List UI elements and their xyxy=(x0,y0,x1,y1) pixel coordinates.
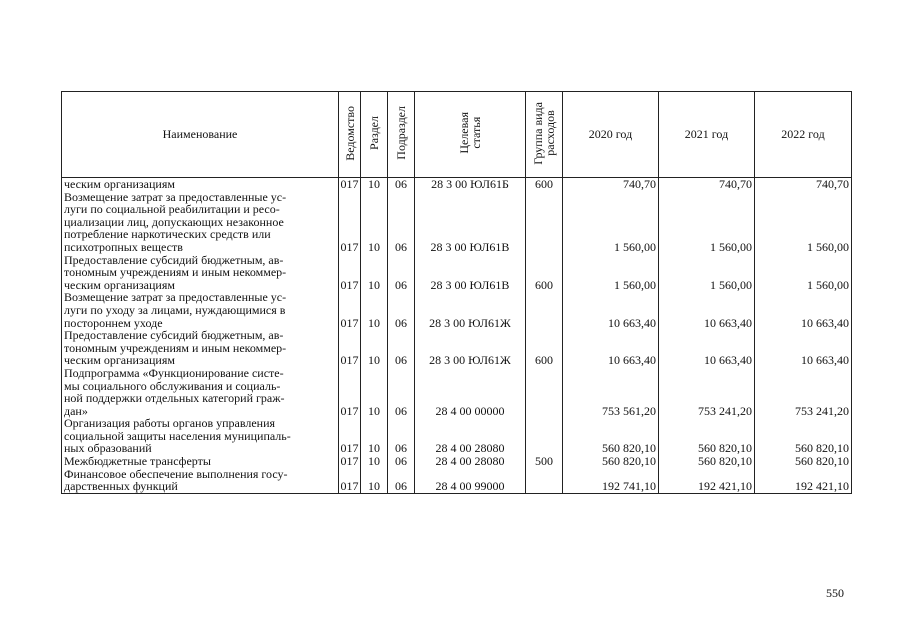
table-row xyxy=(62,417,852,455)
cell-2020: 192 741,10 xyxy=(563,468,659,494)
cell-celevaya-statya: 28 3 00 ЮЛ61Ж xyxy=(415,329,526,367)
cell-2021: 10 663,40 xyxy=(659,329,755,367)
table-body xyxy=(62,178,852,494)
budget-table xyxy=(61,91,852,494)
cell-2021: 1 560,00 xyxy=(659,254,755,292)
table-row xyxy=(62,254,852,292)
cell-2022: 560 820,10 xyxy=(755,455,852,468)
table-header xyxy=(62,92,852,178)
cell-2021: 1 560,00 xyxy=(659,191,755,254)
cell-name: Предоставление субсидий бюджетным, ав- тономным учреждениям и иным некоммер- ческим организациям xyxy=(62,254,339,292)
cell-name: Предоставление субсидий бюджетным, ав- тономным учреждениям и иным некоммер- ческим организациям xyxy=(62,329,339,367)
cell-podrazdel: 06 xyxy=(388,329,415,367)
cell-name: ческим организациям xyxy=(62,178,339,191)
cell-2020: 1 560,00 xyxy=(563,191,659,254)
cell-2021: 10 663,40 xyxy=(659,291,755,329)
cell-razdel: 10 xyxy=(361,455,388,468)
cell-gruppa xyxy=(526,367,563,417)
cell-podrazdel: 06 xyxy=(388,254,415,292)
header-razdel xyxy=(361,92,388,178)
header-vedomstvo-label: Ведомство xyxy=(342,105,357,161)
cell-2022: 192 421,10 xyxy=(755,468,852,494)
cell-name: Финансовое обеспечение выполнения госу- дарственных функций xyxy=(62,468,339,494)
cell-2020: 1 560,00 xyxy=(563,254,659,292)
cell-razdel: 10 xyxy=(361,468,388,494)
table-row xyxy=(62,191,852,254)
cell-2021: 560 820,10 xyxy=(659,455,755,468)
cell-2022: 1 560,00 xyxy=(755,191,852,254)
header-razdel-label: Раздел xyxy=(367,116,381,151)
cell-razdel: 10 xyxy=(361,291,388,329)
cell-2020: 740,70 xyxy=(563,178,659,191)
cell-gruppa: 500 xyxy=(526,455,563,468)
table-row xyxy=(62,468,852,494)
cell-name: Подпрограмма «Функционирование систе- мы социального обслуживания и социаль- ной поддержки отдельных категорий граж- дан» xyxy=(62,367,339,417)
cell-celevaya-statya: 28 3 00 ЮЛ61В xyxy=(415,254,526,292)
header-year-2020: 2020 год xyxy=(563,92,659,178)
cell-podrazdel: 06 xyxy=(388,178,415,191)
header-name: Наименование xyxy=(62,92,339,178)
cell-razdel: 10 xyxy=(361,178,388,191)
header-celevaya-label: Целевая статья xyxy=(457,112,483,155)
page-number: 550 xyxy=(826,586,844,600)
cell-2022: 1 560,00 xyxy=(755,254,852,292)
cell-2022: 10 663,40 xyxy=(755,329,852,367)
cell-2021: 753 241,20 xyxy=(659,367,755,417)
cell-2021: 192 421,10 xyxy=(659,468,755,494)
cell-name: Межбюджетные трансферты xyxy=(62,455,339,468)
cell-2020: 560 820,10 xyxy=(563,417,659,455)
header-celevaya-statya xyxy=(415,92,526,178)
cell-gruppa xyxy=(526,191,563,254)
cell-2020: 10 663,40 xyxy=(563,291,659,329)
table-row xyxy=(62,329,852,367)
cell-celevaya-statya: 28 4 00 28080 xyxy=(415,455,526,468)
header-podrazdel-label: Подраздел xyxy=(394,106,408,161)
cell-razdel: 10 xyxy=(361,417,388,455)
cell-name: Возмещение затрат за предоставленные ус- луги по уходу за лицами, нуждающимися в постороннем уходе xyxy=(62,291,339,329)
cell-2020: 10 663,40 xyxy=(563,329,659,367)
table-row xyxy=(62,367,852,417)
cell-podrazdel: 06 xyxy=(388,468,415,494)
header-year-2021: 2021 год xyxy=(659,92,755,178)
cell-vedomstvo: 017 xyxy=(340,177,359,191)
cell-2022: 740,70 xyxy=(755,178,852,191)
header-gruppa-label: Группа вида расходов xyxy=(531,101,557,165)
cell-vedomstvo: 017 xyxy=(339,417,361,455)
cell-celevaya-statya: 28 3 00 ЮЛ61Ж xyxy=(415,291,526,329)
cell-2021: 560 820,10 xyxy=(659,417,755,455)
cell-celevaya-statya: 28 3 00 ЮЛ61Б xyxy=(415,178,526,191)
cell-2020: 753 561,20 xyxy=(563,367,659,417)
table-row xyxy=(62,178,852,191)
cell-2022: 753 241,20 xyxy=(755,367,852,417)
table-row xyxy=(62,455,852,468)
cell-celevaya-statya: 28 4 00 28080 xyxy=(415,417,526,455)
cell-name: Организация работы органов управления социальной защиты населения муниципаль- ных образований xyxy=(62,417,339,455)
cell-gruppa xyxy=(526,417,563,455)
cell-2022: 560 820,10 xyxy=(755,417,852,455)
cell-razdel: 10 xyxy=(361,367,388,417)
cell-razdel: 10 xyxy=(361,191,388,254)
cell-vedomstvo: 017 xyxy=(339,329,361,367)
cell-vedomstvo: 017 xyxy=(339,367,361,417)
cell-gruppa xyxy=(526,468,563,494)
header-year-2022: 2022 год xyxy=(755,92,852,178)
cell-gruppa xyxy=(526,291,563,329)
cell-gruppa: 600 xyxy=(526,329,563,367)
cell-vedomstvo: 017 xyxy=(339,468,361,494)
cell-gruppa: 600 xyxy=(526,178,563,191)
cell-podrazdel: 06 xyxy=(388,367,415,417)
cell-vedomstvo: 017 xyxy=(339,254,361,292)
cell-vedomstvo: 017 xyxy=(339,191,361,254)
header-gruppa-vida-rashodov xyxy=(526,92,563,178)
cell-2022: 10 663,40 xyxy=(755,291,852,329)
cell-celevaya-statya: 28 4 00 00000 xyxy=(415,367,526,417)
cell-celevaya-statya: 28 3 00 ЮЛ61В xyxy=(415,191,526,254)
cell-2021: 740,70 xyxy=(659,178,755,191)
cell-razdel: 10 xyxy=(361,254,388,292)
cell-gruppa: 600 xyxy=(526,254,563,292)
cell-2020: 560 820,10 xyxy=(563,455,659,468)
cell-vedomstvo: 017 xyxy=(340,454,359,469)
cell-celevaya-statya: 28 4 00 99000 xyxy=(415,468,526,494)
cell-podrazdel: 06 xyxy=(388,455,415,468)
cell-vedomstvo: 017 xyxy=(339,291,361,329)
cell-podrazdel: 06 xyxy=(388,417,415,455)
header-vedomstvo xyxy=(339,92,361,178)
header-podrazdel xyxy=(388,92,415,178)
cell-razdel: 10 xyxy=(361,329,388,367)
cell-name: Возмещение затрат за предоставленные ус- луги по социальной реабилитации и ресо- циализации лиц, допускающих незаконное потребление наркотических средств или психотропных веществ xyxy=(62,191,339,254)
table-row xyxy=(62,291,852,329)
cell-podrazdel: 06 xyxy=(388,291,415,329)
cell-podrazdel: 06 xyxy=(388,191,415,254)
